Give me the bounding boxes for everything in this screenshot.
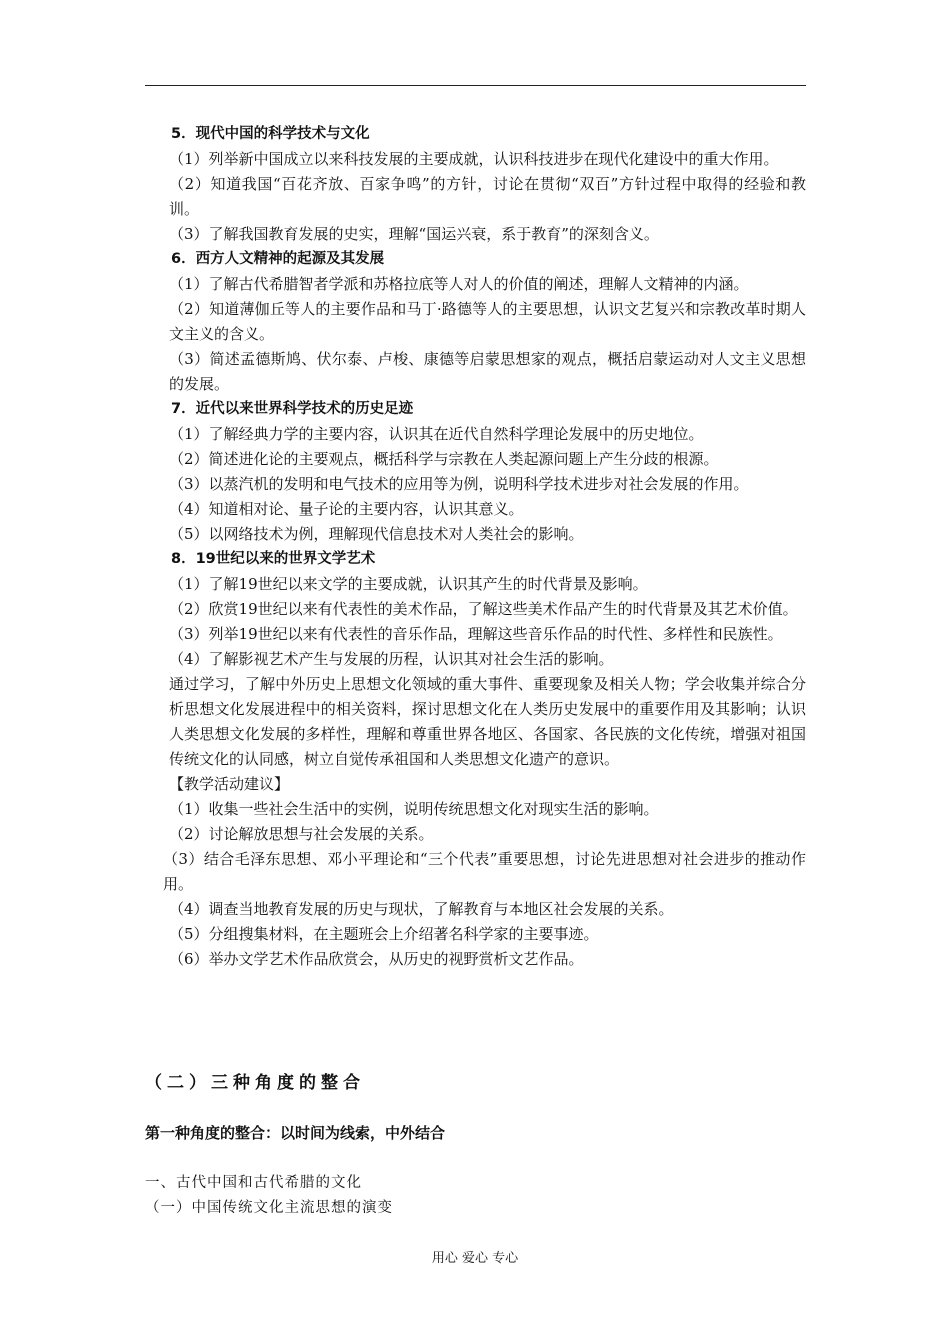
section7-item-5: （5）以网络技术为例，理解现代信息技术对人类社会的影响。 — [169, 525, 584, 543]
section8-item-1: （1）了解19世纪以来文学的主要成就，认识其产生的时代背景及影响。 — [169, 575, 648, 593]
section6-item-3: （3）简述孟德斯鸠、伏尔泰、卢梭、康德等启蒙思想家的观点，概括启蒙运动对人文主义思想的发展。 — [169, 350, 806, 393]
section8-item-4: （4）了解影视艺术产生与发展的历程，认识其对社会生活的影响。 — [169, 650, 614, 668]
part-two-subtitle: 第一种角度的整合：以时间为线索，中外结合 — [145, 1124, 446, 1142]
section8-item-3: （3）列举19世纪以来有代表性的音乐作品，理解这些音乐作品的时代性、多样性和民族性。 — [169, 625, 783, 643]
activity-item-3: （3）结合毛泽东思想、邓小平理论和“三个代表”重要思想，讨论先进思想对社会进步的推动作用。 — [163, 850, 806, 893]
document-body — [145, 122, 806, 972]
section6-item-2: （2）知道薄伽丘等人的主要作品和马丁·路德等人的主要思想，认识文艺复兴和宗教改革时期人文主义的含义。 — [169, 300, 806, 343]
activity-item-1: （1）收集一些社会生活中的实例，说明传统思想文化对现实生活的影响。 — [169, 800, 659, 818]
activity-item-4: （4）调查当地教育发展的历史与现状，了解教育与本地区社会发展的关系。 — [169, 900, 674, 918]
section7-item-1: （1）了解经典力学的主要内容，认识其在近代自然科学理论发展中的历史地位。 — [169, 425, 704, 443]
activity-item-6: （6）举办文学艺术作品欣赏会，从历史的视野赏析文艺作品。 — [169, 950, 584, 968]
activity-item-5: （5）分组搜集材料，在主题班会上介绍著名科学家的主要事迹。 — [169, 925, 599, 943]
section5-item-1: （1）列举新中国成立以来科技发展的主要成就，认识科技进步在现代化建设中的重大作用。 — [169, 150, 779, 168]
outline-line-2: （一）中国传统文化主流思想的演变 — [145, 1200, 393, 1216]
section-heading-7: 7．近代以来世界科学技术的历史足迹 — [171, 401, 414, 417]
activity-item-2: （2）讨论解放思想与社会发展的关系。 — [169, 825, 434, 843]
section5-item-2: （2）知道我国“百花齐放、百家争鸣”的方针，讨论在贯彻“双百”方针过程中取得的经验和教训。 — [169, 175, 806, 218]
section-heading-6: 6．西方人文精神的起源及其发展 — [171, 251, 385, 267]
summary-paragraph: 通过学习，了解中外历史上思想文化领域的重大事件、重要现象及相关人物；学会收集并综合分析思想文化发展进程中的相关资料，探讨思想文化在人类历史发展中的重要作用及其影响；认识人类思想文化发展的多样性，理解和尊重世界各地区、各国家、各民族的文化传统，增强对祖国传统文化的认同感，树立自觉传承祖国和人类思想文化遗产的意识。 — [169, 675, 806, 768]
activities-heading: 【教学活动建议】 — [169, 775, 290, 793]
section7-item-2: （2）简述进化论的主要观点，概括科学与宗教在人类起源问题上产生分歧的根源。 — [169, 450, 719, 468]
section6-item-1: （1）了解古代希腊智者学派和苏格拉底等人对人的价值的阐述，理解人文精神的内涵。 — [169, 275, 749, 293]
header-rule — [145, 85, 806, 86]
outline-line-1: 一、古代中国和古代希腊的文化 — [145, 1175, 362, 1191]
section7-item-4: （4）知道相对论、量子论的主要内容，认识其意义。 — [169, 500, 524, 518]
page-footer: 用心 爱心 专心 — [431, 1251, 519, 1266]
section-heading-8: 8．19世纪以来的世界文学艺术 — [171, 551, 376, 567]
section-heading-5: 5．现代中国的科学技术与文化 — [171, 126, 370, 142]
section5-item-3: （3）了解我国教育发展的史实，理解“国运兴衰，系于教育”的深刻含义。 — [169, 225, 659, 243]
section7-item-3: （3）以蒸汽机的发明和电气技术的应用等为例，说明科学技术进步对社会发展的作用。 — [169, 475, 749, 493]
section8-item-2: （2）欣赏19世纪以来有代表性的美术作品，了解这些美术作品产生的时代背景及其艺术价值。 — [169, 600, 798, 618]
part-two-title: （二）三种角度的整合 — [145, 1073, 365, 1093]
